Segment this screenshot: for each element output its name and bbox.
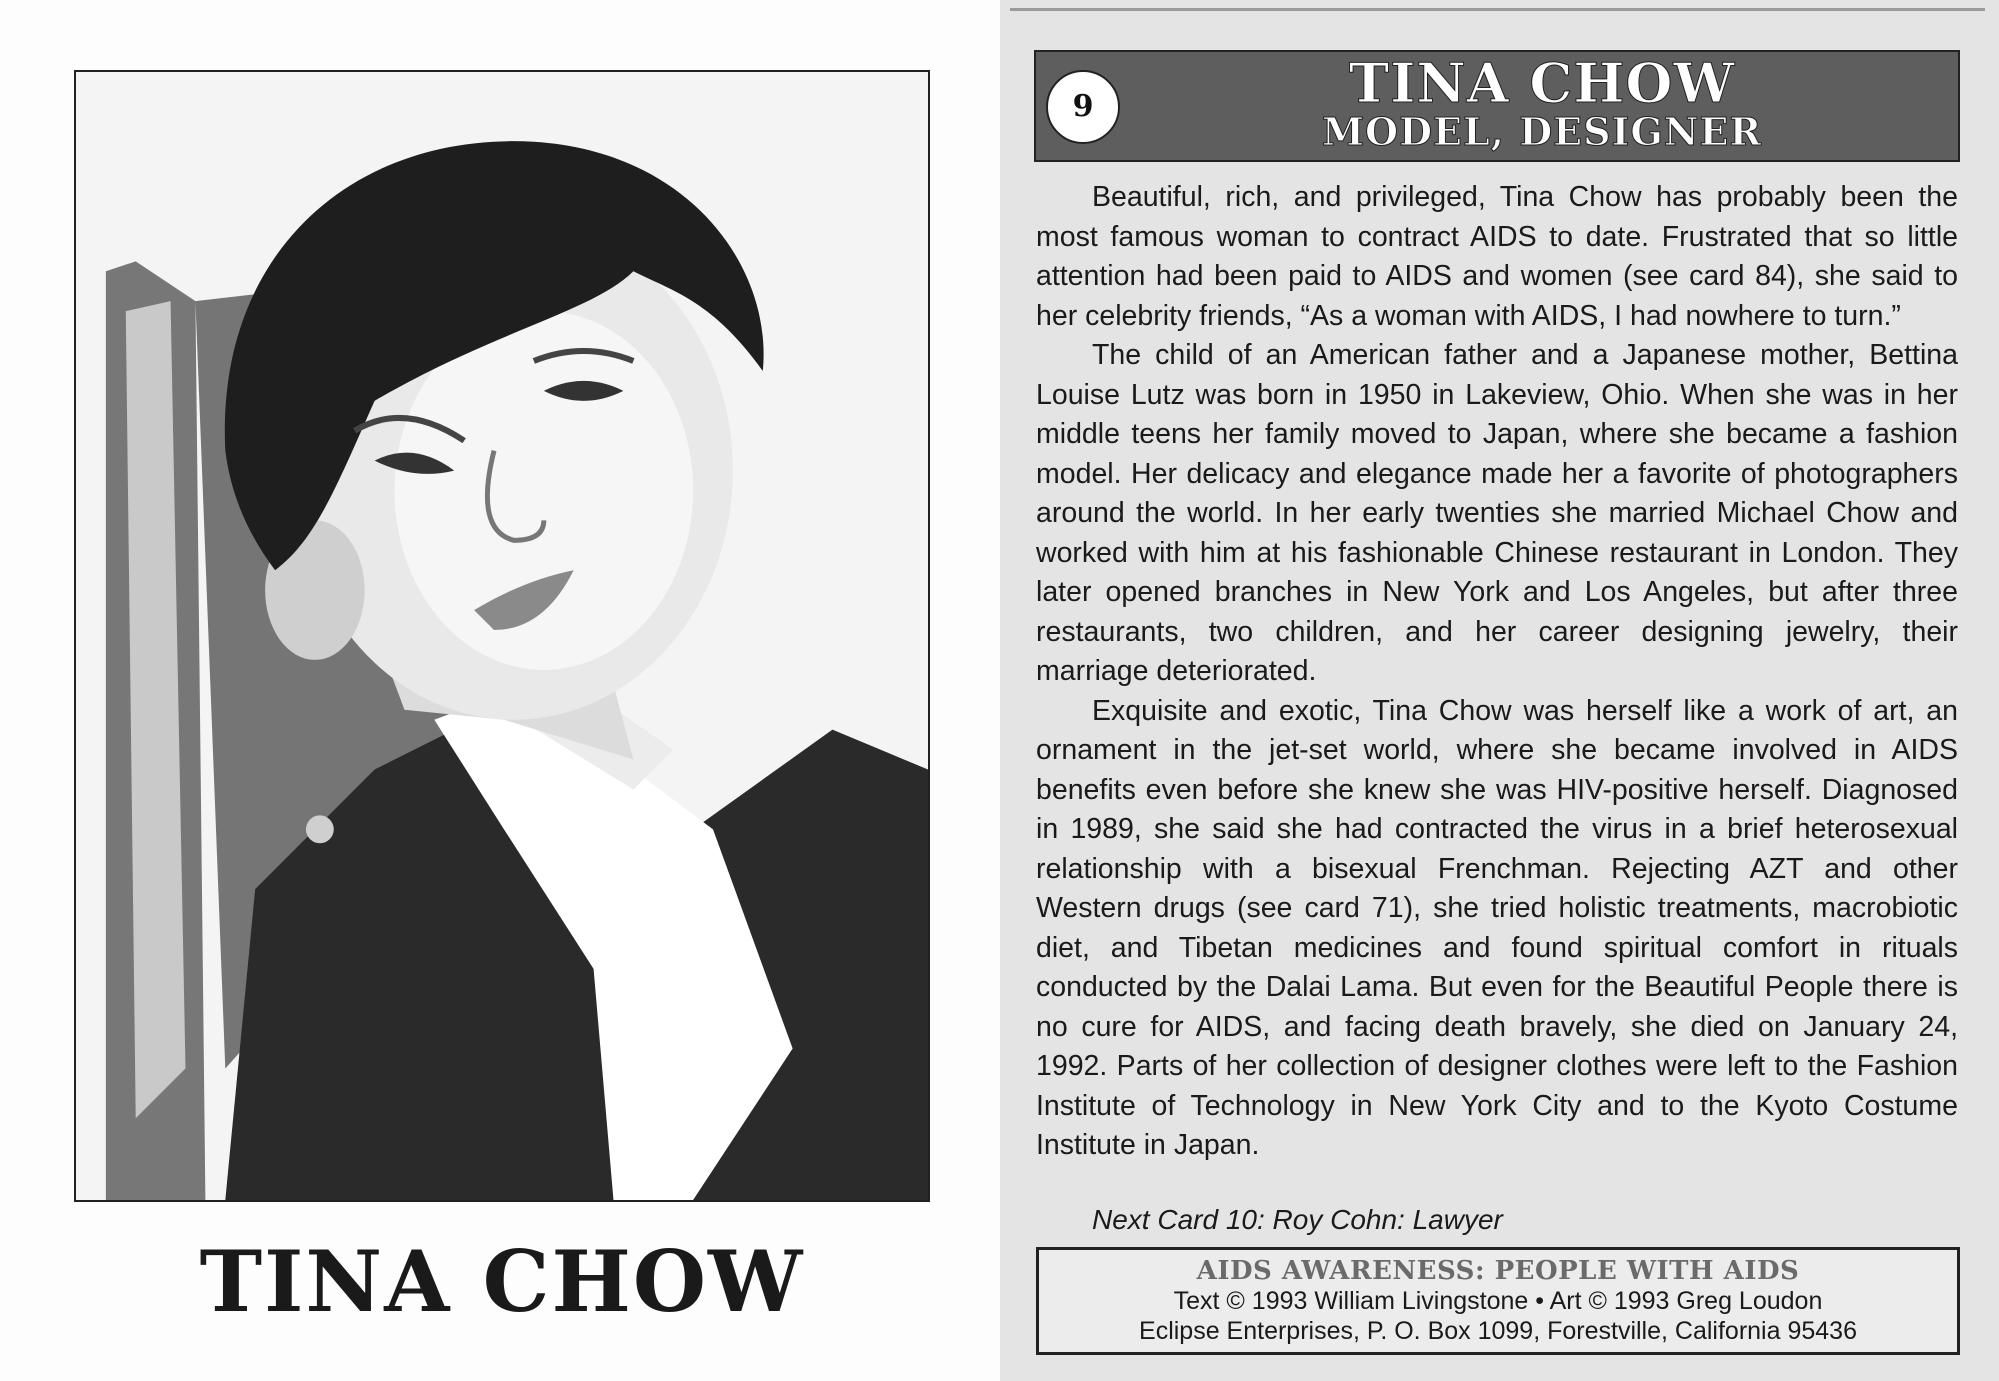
portrait-illustration — [74, 70, 930, 1202]
next-card-line: Next Card 10: Roy Cohn: Lawyer — [1092, 1204, 1503, 1235]
card-back — [1000, 0, 1999, 1381]
top-rule — [1010, 8, 1985, 11]
biography-paragraph: The child of an American father and a Japanese mother, Bettina Louise Lutz was born in 1950 in Lakeview, Ohio. When she was in her middle teens her family moved to Japan, where she became a fashion model. Her delicacy and elegance made her a favorite of photographers around the world. In her early twenties she married Michael Chow and worked with him at his fashionable Chinese restaurant in London. They later opened branches in New York and Los Angeles, but after three restaurants, two children, and her career designing jewelry, their marriage deteriorated. — [1036, 339, 1958, 687]
series-title: AIDS AWARENESS: PEOPLE WITH AIDS — [1196, 1256, 1800, 1286]
footer-box — [1036, 1247, 1960, 1355]
biography-text — [1036, 178, 1958, 1166]
header-subtitle: MODEL, DESIGNER — [1321, 109, 1763, 154]
header-title: TINA CHOW — [1348, 51, 1736, 115]
portrait-image — [76, 72, 928, 1200]
biography-paragraph: Beautiful, rich, and privileged, Tina Chow has probably been the most famous woman to contract AIDS to date. Frustrated that so little attention had been paid to AIDS and women (see card 84), she said to her celebrity friends, “As a woman with AIDS, I had nowhere to turn.” — [1036, 181, 1958, 332]
credit-line: Text © 1993 William Livingstone • Art © 1993 Greg Loudon — [1173, 1287, 1823, 1315]
card-number-badge: 9 — [1046, 70, 1120, 144]
header-bar — [1034, 50, 1960, 162]
biography-paragraph: Exquisite and exotic, Tina Chow was herself like a work of art, an ornament in the jet-set world, where she became involved in AIDS benefits even before she knew she was HIV-positive herself. Diagnosed in 1989, she said she had contracted the virus in a brief heterosexual relationship with a bisexual Frenchman. Rejecting AZT and other Western drugs (see card 71), she tried holistic treatments, macrobiotic diet, and Tibetan medicines and found spiritual comfort in rituals conducted by the Dalai Lama. But even for the Beautiful People there is no cure for AIDS, and facing death bravely, she died on January 24, 1992. Parts of her collection of designer clothes were left to the Fashion Institute of Technology in New York City and to the Kyoto Costume Institute in Japan. — [1036, 694, 1958, 1161]
front-name-title: TINA CHOW — [199, 1232, 805, 1331]
publisher-address: Eclipse Enterprises, P. O. Box 1099, Forestville, California 95436 — [1139, 1317, 1857, 1345]
